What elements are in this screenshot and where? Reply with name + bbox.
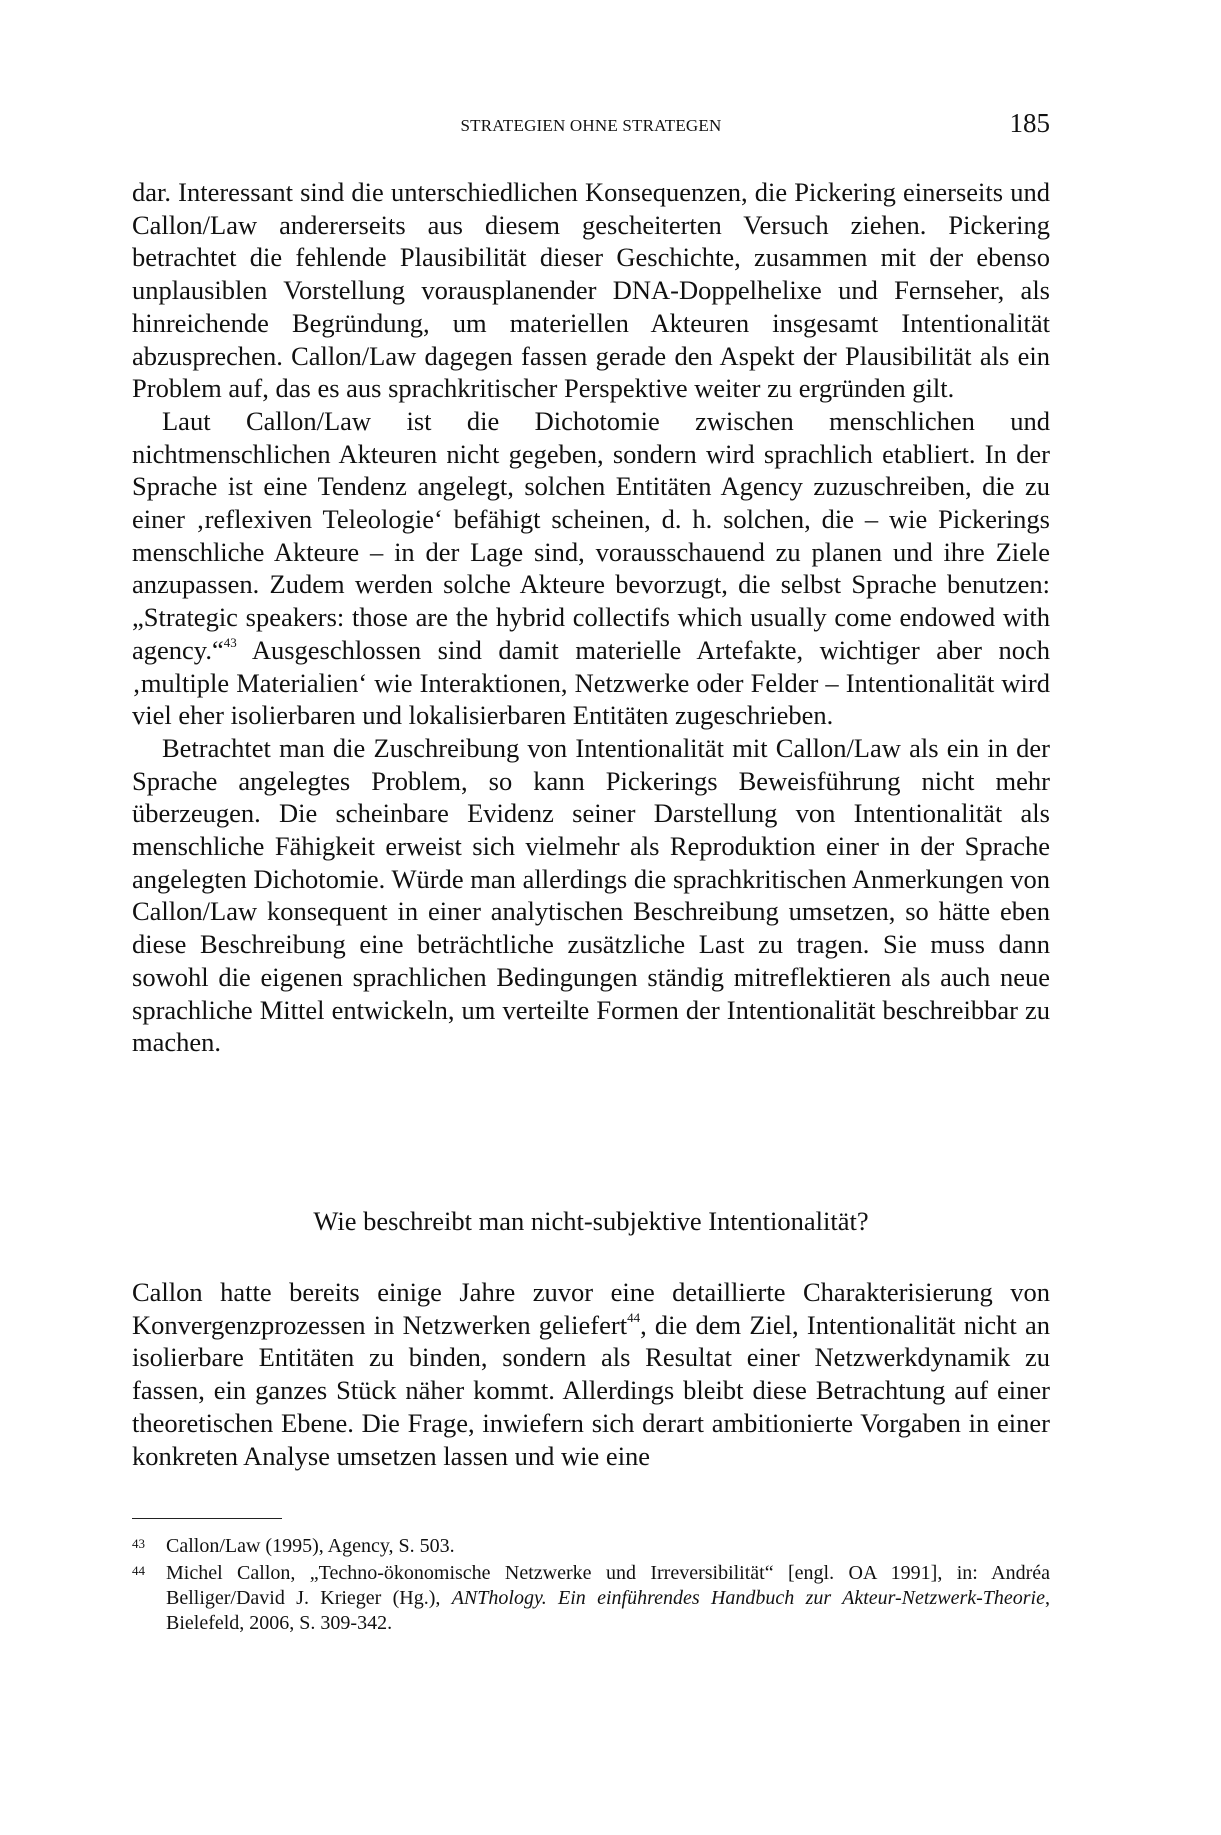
footnote-number: 44 (132, 1563, 145, 1578)
paragraph-3-text: Betrachtet man die Zuschreibung von Intentionalität mit Callon/Law als ein in der Sprache angelegtes Problem, so kann Pickerings Beweisführung nicht mehr überzeugen. Die scheinbare Evidenz seiner Darstellung von Intentionalität als menschliche Fähigkeit erweist sich vielmehr als Reproduktion einer in der Sprache angelegten Dichotomie. Würde man allerdings die sprachkritischen Anmerkungen von Callon/Law konsequent in einer analytischen Beschreibung umsetzen, so hätte eben diese Beschreibung eine beträchtliche zusätzliche Last zu tragen. Sie muss dann sowohl die eigenen sprachlichen Bedingungen ständig mitreflektieren als auch neue sprachliche Mittel entwickeln, um verteilte Formen der Intentionalität beschreibbar zu machen. (132, 732, 1050, 1058)
paragraph-3 (132, 732, 1050, 1059)
running-title: STRATEGIEN OHNE STRATEGEN (460, 116, 722, 135)
footnote-text-after: , Bielefeld, 2006, S. 309-342. (166, 1587, 1050, 1634)
section-paragraph (132, 1276, 1050, 1472)
footnote-book-title: ANThology. Ein einführendes Handbuch zur Akteur-Netzwerk-Theorie (451, 1587, 1045, 1609)
footnote-text: Callon/Law (1995), Agency, S. 503. (166, 1535, 455, 1557)
paragraph-2-text-after: Ausgeschlossen sind damit materielle Artefakte, wichtiger aber noch ‚multiple Materialien‘ wie Interaktionen, Netzwerke oder Felder – Intentionalität wird viel eher isolierbaren und lokalisierbaren Entitäten zugeschrieben. (132, 634, 1050, 731)
paragraph-1 (132, 176, 1050, 405)
page-number: 185 (1009, 108, 1050, 138)
body-text (132, 176, 1050, 1059)
footnote-divider (132, 1518, 282, 1519)
paragraph-2 (132, 405, 1050, 732)
section-text-before: Callon hatte bereits einige Jahre zuvor eine detaillierte Charakterisierung von Konvergenzprozessen in Netzwerken geliefert (132, 1277, 1050, 1340)
footnotes (132, 1534, 1050, 1638)
footnote-43 (132, 1534, 1050, 1559)
footnote-ref-43[interactable]: 43 (223, 634, 237, 650)
paragraph-1-text: dar. Interessant sind die unterschiedlichen Konsequenzen, die Pickering einerseits und Callon/Law andererseits aus diesem gescheiterten Versuch ziehen. Pickering betrachtet die fehlende Plausibilität dieser Geschichte, zusammen mit der ebenso unplausiblen Vorstellung vorausplanender DNA-Doppelhelixe und Fernseher, als hinreichende Begründung, um materiellen Akteuren insgesamt Intentionalität abzusprechen. Callon/Law dagegen fassen gerade den Aspekt der Plausibilität als ein Problem auf, das es aus sprachkritischer Perspektive weiter zu ergründen gilt. (132, 177, 1050, 404)
section-heading: Wie beschreibt man nicht-subjektive Intentionalität? (313, 1206, 869, 1236)
section-text-after: , die dem Ziel, Intentionalität nicht an isolierbare Entitäten zu binden, sondern als Resultat einer Netzwerkdynamik zu fassen, ein ganzes Stück näher kommt. Allerdings bleibt diese Betrachtung auf einer theoretischen Ebene. Die Frage, inwiefern sich derart ambitionierte Vorgaben in einer konkreten Analyse umsetzen lassen und wie eine (132, 1309, 1050, 1471)
footnote-number: 43 (132, 1536, 145, 1551)
section-body (132, 1276, 1050, 1472)
footnote-ref-44[interactable]: 44 (627, 1309, 641, 1325)
running-header (132, 108, 1050, 142)
footnote-44 (132, 1561, 1050, 1636)
footnote-text-before: Michel Callon, „Techno-ökonomische Netzwerke und Irreversibilität“ [engl. OA 1991], in: Andréa Belliger/David J. Krieger (Hg.), (166, 1562, 1050, 1609)
paragraph-2-text-before: Laut Callon/Law ist die Dichotomie zwischen menschlichen und nichtmenschlichen Akteuren nicht gegeben, sondern wird sprachlich etabliert. In der Sprache ist eine Tendenz angelegt, solchen Entitäten Agency zuzuschreiben, die zu einer ‚reflexiven Teleologie‘ befähigt scheinen, d. h. solchen, die – wie Pickerings menschliche Akteure – in der Lage sind, vorausschauend zu planen und ihre Ziele anzupassen. Zudem werden solche Akteure bevorzugt, die selbst Sprache benutzen: „Strategic speakers: those are the hybrid collectifs which usually come endowed with agency.“ (132, 405, 1050, 665)
